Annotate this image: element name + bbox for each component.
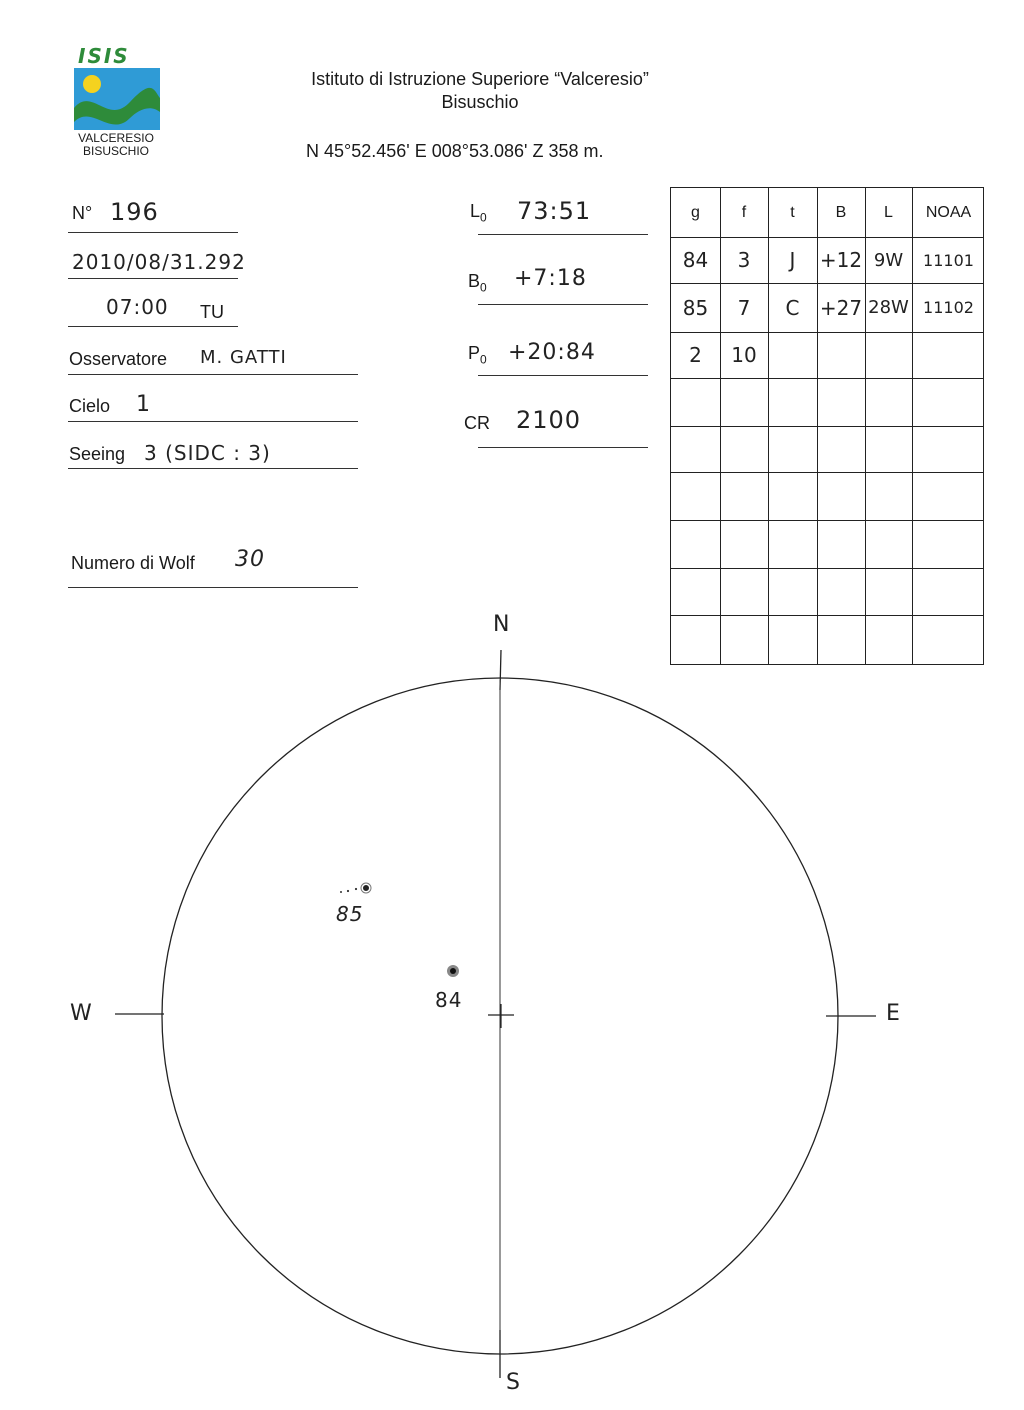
solar-disk-outline — [162, 678, 838, 1354]
table-header-cell: t — [790, 203, 795, 221]
east-label: E — [886, 1001, 901, 1026]
seeing-rule — [68, 468, 358, 469]
north-axis-tick — [500, 650, 501, 690]
table-cell — [720, 568, 768, 615]
b0-value: +7:18 — [514, 266, 587, 291]
l0-value: 73:51 — [517, 197, 592, 225]
number-rule — [68, 232, 238, 233]
wolf-value: 30 — [235, 547, 265, 572]
table-row-divider — [671, 615, 983, 616]
table-header-cell: L — [884, 203, 893, 221]
table-cell — [720, 472, 768, 520]
l0-rule — [478, 234, 648, 235]
table-cell: +27 — [819, 295, 863, 320]
table-cell: J — [789, 248, 796, 272]
table-cell: 3 — [737, 248, 751, 272]
table-cell — [865, 332, 912, 378]
south-label: S — [506, 1370, 521, 1395]
table-cell — [817, 426, 865, 472]
seeing-label: Seeing — [69, 444, 126, 464]
table-cell — [817, 378, 865, 426]
observer-rule — [68, 374, 358, 375]
table-cell — [912, 568, 985, 615]
l0-label: $L_0$ — [470, 201, 487, 225]
sunspot-85-pore — [340, 891, 342, 893]
table-cell: 28W — [868, 297, 909, 318]
sunspot-85-penumbra — [361, 883, 371, 893]
table-cell — [817, 472, 865, 520]
sunspot-85-leader — [363, 885, 369, 891]
table-cell — [865, 378, 912, 426]
sky-label: Cielo — [69, 396, 111, 416]
table-cell: C — [785, 295, 800, 320]
number-label: N° — [72, 203, 93, 223]
table-cell — [720, 520, 768, 568]
sunspot-84-umbra — [450, 968, 456, 974]
west-label: W — [70, 1001, 93, 1026]
table-cell: 85 — [682, 295, 709, 320]
table-cell: 9W — [873, 249, 904, 271]
table-cell — [768, 426, 817, 472]
wolf-rule — [68, 587, 358, 588]
wolf-label: Numero di Wolf — [71, 553, 195, 573]
table-cell — [720, 378, 768, 426]
p0-rule — [478, 375, 648, 376]
table-header-cell: f — [741, 203, 747, 221]
date-value: 2010/08/31.292 — [72, 250, 246, 274]
table-header-cell: NOAA — [925, 203, 972, 221]
seeing-value: 3 (SIDC : 3) — [144, 441, 271, 465]
b0-label: $B_0$ — [468, 271, 487, 295]
sunspot-group-84-label: 84 — [435, 988, 463, 1012]
table-cell — [768, 520, 817, 568]
cr-rule — [478, 447, 648, 448]
logo-wordmark: ISIS — [78, 44, 130, 68]
table-cell: 2 — [689, 343, 702, 367]
time-value: 07:00 — [106, 295, 169, 319]
table-header-cell: g — [691, 203, 700, 221]
number-value: 196 — [110, 198, 159, 226]
sunspot-group-85-label: 85 — [336, 902, 364, 926]
table-cell — [768, 568, 817, 615]
north-label: N — [493, 612, 511, 637]
observatory-coordinates: N 45°52.456' E 008°53.086' Z 358 m. — [306, 141, 604, 161]
p0-label: $P_0$ — [468, 343, 487, 367]
table-cell — [912, 426, 985, 472]
sunspot-groups-table — [670, 187, 984, 665]
observer-label: Osservatore — [69, 349, 168, 369]
cr-value: 2100 — [516, 406, 582, 434]
cr-label: CR — [464, 413, 490, 433]
table-cell: 7 — [737, 295, 751, 320]
sunspot-85-pore — [347, 890, 349, 892]
table-cell — [865, 426, 912, 472]
table-cell: +12 — [819, 248, 863, 272]
table-cell — [817, 520, 865, 568]
table-cell — [912, 472, 985, 520]
table-cell — [671, 568, 720, 615]
table-cell — [768, 332, 817, 378]
sky-value: 1 — [136, 392, 151, 417]
table-cell — [720, 426, 768, 472]
time-unit: TU — [200, 302, 224, 322]
table-cell — [768, 378, 817, 426]
table-cell — [912, 332, 985, 378]
school-logo — [74, 68, 160, 130]
table-cell — [865, 568, 912, 615]
table-cell: 11102 — [923, 298, 974, 317]
table-cell — [912, 520, 985, 568]
table-cell: 10 — [731, 343, 757, 367]
p0-value: +20:84 — [508, 340, 596, 365]
b0-rule — [478, 304, 648, 305]
sunspot-85-pore — [355, 888, 357, 890]
table-cell: 11101 — [923, 250, 974, 270]
table-cell: 84 — [682, 248, 709, 272]
table-cell — [865, 520, 912, 568]
logo-caption: VALCERESIO BISUSCHIO — [78, 131, 154, 158]
table-cell — [671, 378, 720, 426]
time-rule — [68, 326, 238, 327]
institute-title: Istituto di Istruzione Superiore “Valceresio” Bisuschio — [311, 69, 649, 112]
observer-value: M. GATTI — [200, 347, 287, 368]
table-cell — [865, 472, 912, 520]
table-cell — [671, 426, 720, 472]
table-cell — [817, 568, 865, 615]
table-cell — [671, 472, 720, 520]
table-cell — [817, 332, 865, 378]
date-rule — [68, 278, 238, 279]
sunspot-84-penumbra — [447, 965, 459, 977]
table-header-cell: B — [835, 203, 847, 221]
table-cell — [671, 520, 720, 568]
table-cell — [768, 472, 817, 520]
table-cell — [912, 378, 985, 426]
sky-rule — [68, 421, 358, 422]
